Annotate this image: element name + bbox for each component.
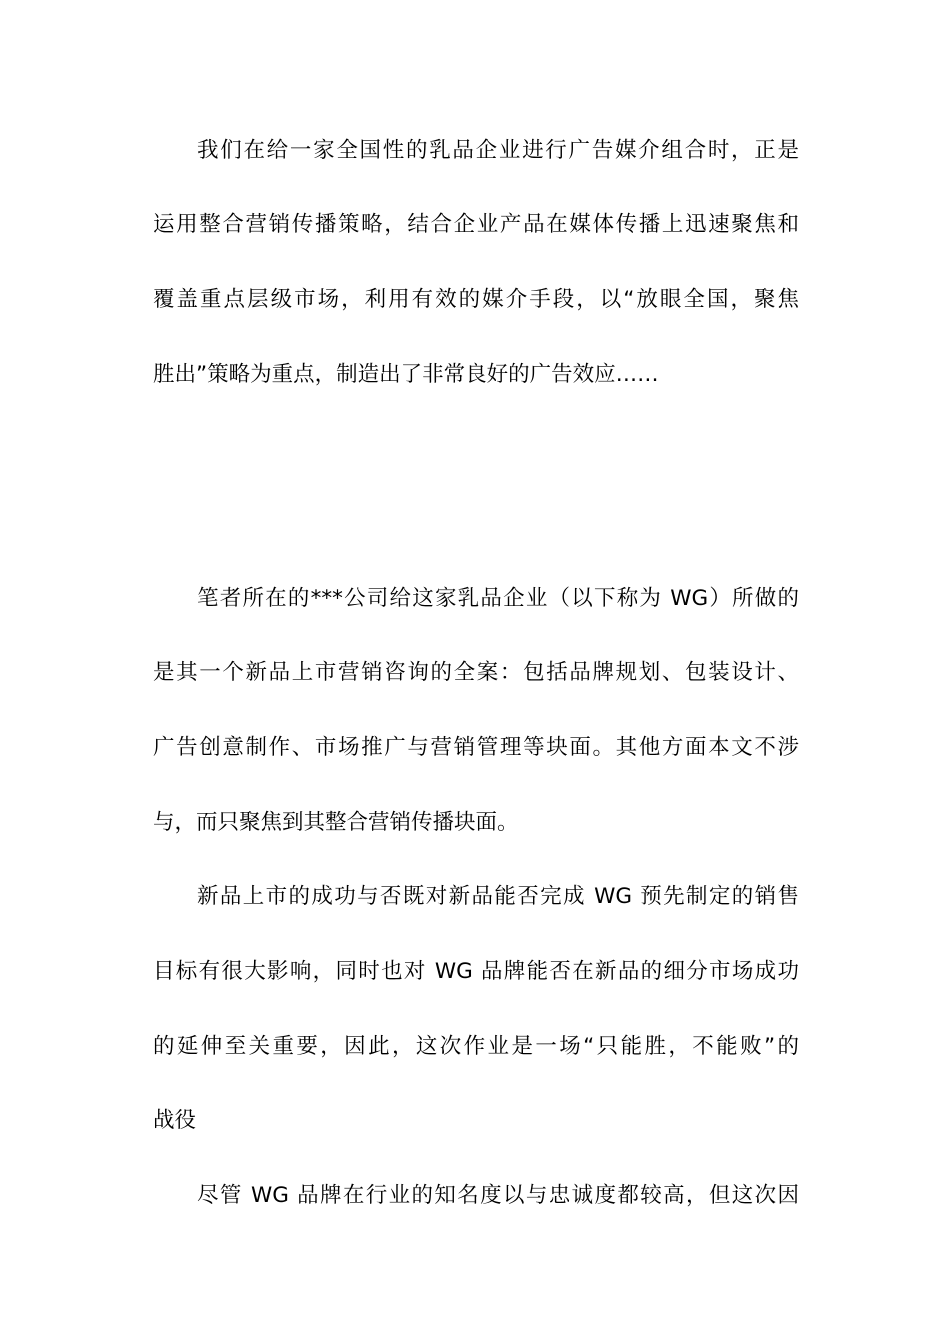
paragraph-2-line-2: 是其一个新品上市营销咨询的全案：包括品牌规划、包装设计、	[153, 660, 799, 685]
paragraph-2-line-4: 与，而只聚焦到其整合营销传播块面。	[153, 810, 519, 835]
paragraph-1-line-3: 覆盖重点层级市场，利用有效的媒介手段，以“放眼全国，聚焦	[153, 287, 799, 312]
paragraph-4-line-1: 尽管 WG 品牌在行业的知名度以与忠诚度都较高，但这次因	[197, 1183, 799, 1208]
paragraph-2-line-1: 笔者所在的***公司给这家乳品企业（以下称为 WG）所做的	[197, 586, 799, 611]
paragraph-3-line-1: 新品上市的成功与否既对新品能否完成 WG 预先制定的销售	[197, 884, 799, 909]
paragraph-3-line-3: 的延伸至关重要，因此，这次作业是一场“只能胜，不能败”的	[153, 1034, 799, 1059]
paragraph-3-line-2: 目标有很大影响，同时也对 WG 品牌能否在新品的细分市场成功	[153, 959, 799, 984]
paragraph-2-line-3: 广告创意制作、市场推广与营销管理等块面。其他方面本文不涉	[153, 735, 799, 760]
paragraph-1-line-2: 运用整合营销传播策略，结合企业产品在媒体传播上迅速聚焦和	[153, 212, 799, 237]
paragraph-1-line-1: 我们在给一家全国性的乳品企业进行广告媒介组合时，正是	[197, 138, 799, 163]
paragraph-1-line-4: 胜出”策略为重点，制造出了非常良好的广告效应……	[153, 362, 659, 387]
paragraph-3-line-4: 战役	[153, 1108, 197, 1133]
